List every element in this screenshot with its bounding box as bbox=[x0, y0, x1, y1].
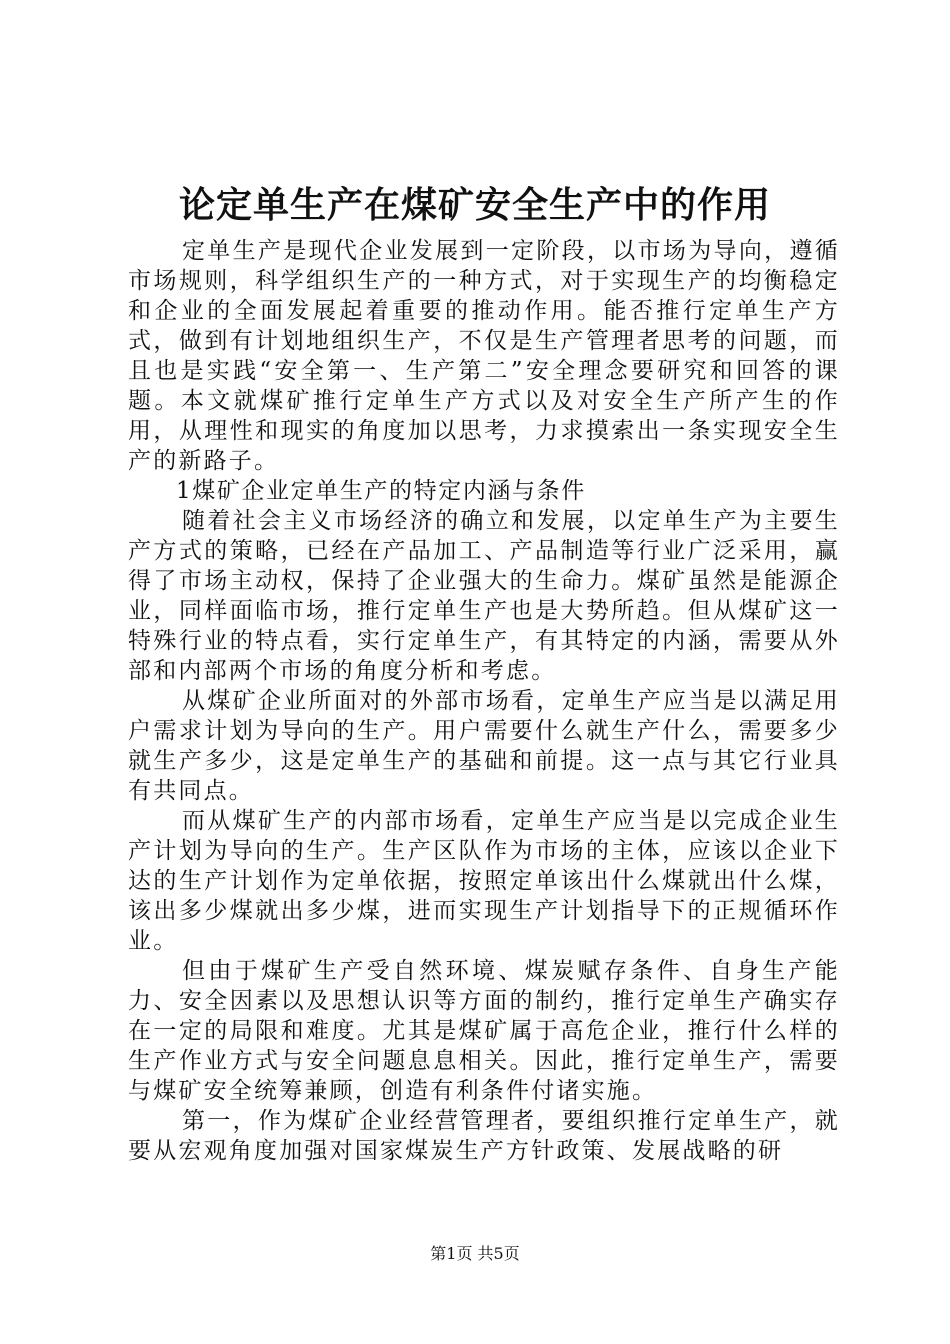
page-number-footer: 第1页 共5页 bbox=[430, 1244, 520, 1263]
section-heading: 1煤矿企业定单生产的特定内涵与条件 bbox=[176, 478, 586, 504]
body-paragraph: 从煤矿企业所面对的外部市场看，定单生产应当是以满足用户需求计划为导向的生产。用户需要什么就生产什么，需要多少就生产多少，这是定单生产的基础和前提。这一点与其它行业具有共同点。 bbox=[128, 688, 840, 804]
document-title: 论定单生产在煤矿安全生产中的作用 bbox=[178, 184, 771, 226]
document-body bbox=[128, 236, 840, 1166]
body-paragraph: 而从煤矿生产的内部市场看，定单生产应当是以完成企业生产计划为导向的生产。生产区队作为市场的主体，应该以企业下达的生产计划作为定单依据，按照定单该出什么煤就出什么煤，该出多少煤就出多少煤，进而实现生产计划指导下的正规循环作业。 bbox=[128, 808, 840, 954]
body-paragraph: 但由于煤矿生产受自然环境、煤炭赋存条件、自身生产能力、安全因素以及思想认识等方面的制约，推行定单生产确实存在一定的局限和难度。尤其是煤矿属于高危企业，推行什么样的生产作业方式与安全问题息息相关。因此，推行定单生产，需要与煤矿安全统筹兼顾，创造有利条件付诸实施。 bbox=[128, 958, 840, 1104]
intro-paragraph: 定单生产是现代企业发展到一定阶段，以市场为导向，遵循市场规则，科学组织生产的一种方式，对于实现生产的均衡稳定和企业的全面发展起着重要的推动作用。能否推行定单生产方式，做到有计划地组织生产，不仅是生产管理者思考的问题，而且也是实践“安全第一、生产第二”安全理念要研究和回答的课题。本文就煤矿推行定单生产方式以及对安全生产所产生的作用，从理性和现实的角度加以思考，力求摸索出一条实现安全生产的新路子。 bbox=[128, 238, 840, 474]
body-paragraph: 第一，作为煤矿企业经营管理者，要组织推行定单生产，就要从宏观角度加强对国家煤炭生产方针政策、发展战略的研 bbox=[128, 1108, 840, 1164]
body-paragraph: 随着社会主义市场经济的确立和发展，以定单生产为主要生产方式的策略，已经在产品加工、产品制造等行业广泛采用，赢得了市场主动权，保持了企业强大的生命力。煤矿虽然是能源企业，同样面临市场，推行定单生产也是大势所趋。但从煤矿这一特殊行业的特点看，实行定单生产，有其特定的内涵，需要从外部和内部两个市场的角度分析和考虑。 bbox=[128, 508, 840, 684]
